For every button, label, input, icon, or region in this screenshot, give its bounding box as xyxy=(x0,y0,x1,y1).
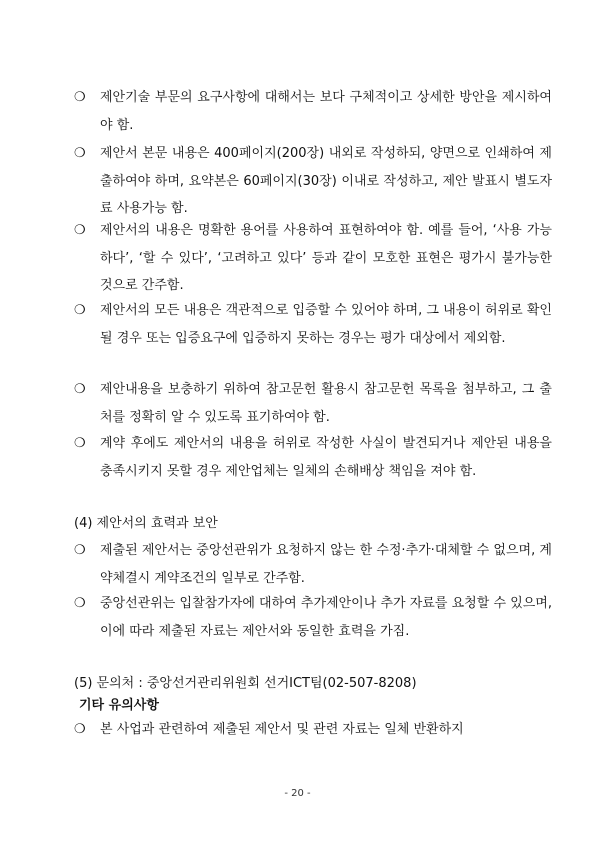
circle-bullet-icon: ❍ xyxy=(74,722,86,737)
circle-bullet-icon: ❍ xyxy=(74,543,86,558)
list-item xyxy=(74,84,552,139)
list-item-text: 제안서의 내용은 명확한 용어를 사용하여 표현하여야 함. 예를 들어, ‘사용 가능하다’, ‘할 수 있다’, ‘고려하고 있다’ 등과 같이 모호한 표현은 평가시 불가능한 것으로 간주함. xyxy=(100,223,552,294)
section-heading-other: 기타 유의사항 xyxy=(79,698,159,713)
circle-bullet-icon: ❍ xyxy=(74,90,86,105)
list-item-text: 제출된 제안서는 중앙선관위가 요청하지 않는 한 수정·추가·대체할 수 없으며, 계약체결시 계약조건의 일부로 간주함. xyxy=(100,543,552,586)
circle-bullet-icon: ❍ xyxy=(74,436,86,451)
list-item xyxy=(74,376,552,431)
list-item-text: 제안서 본문 내용은 400페이지(200장) 내외로 작성하되, 양면으로 인쇄하여 제출하여야 하며, 요약본은 60페이지(30장) 이내로 작성하고, 제안 발표시 별도자료 사용가능 함. xyxy=(100,146,552,217)
list-item-text: 제안기술 부문의 요구사항에 대해서는 보다 구체적이고 상세한 방안을 제시하여야 함. xyxy=(100,90,552,133)
section-heading: (4) 제안서의 효력과 보안 xyxy=(74,516,218,531)
list-item xyxy=(74,590,552,645)
list-item xyxy=(74,716,552,744)
section-heading: (5) 문의처 : 중앙선거관리위원회 선거ICT팀(02-507-8208) xyxy=(74,676,417,691)
list-item xyxy=(74,140,552,223)
list-item-text: 계약 후에도 제안서의 내용을 허위로 작성한 사실이 발견되거나 제안된 내용을 충족시키지 못할 경우 제안업체는 일체의 손해배상 책임을 져야 함. xyxy=(100,436,552,479)
circle-bullet-icon: ❍ xyxy=(74,223,86,238)
list-item-text: 제안서의 모든 내용은 객관적으로 입증할 수 있어야 하며, 그 내용이 허위로 확인될 경우 또는 입증요구에 입증하지 못하는 경우는 평가 대상에서 제외함. xyxy=(100,303,552,346)
circle-bullet-icon: ❍ xyxy=(74,382,86,397)
list-item xyxy=(74,217,552,300)
list-item xyxy=(74,297,552,352)
page-number: - 20 - xyxy=(284,788,311,799)
circle-bullet-icon: ❍ xyxy=(74,303,86,318)
circle-bullet-icon: ❍ xyxy=(74,146,86,161)
list-item xyxy=(74,537,552,592)
circle-bullet-icon: ❍ xyxy=(74,596,86,611)
list-item-text: 중앙선관위는 입찰참가자에 대하여 추가제안이나 추가 자료를 요청할 수 있으며, 이에 따라 제출된 자료는 제안서와 동일한 효력을 가짐. xyxy=(100,596,552,639)
list-item-text: 본 사업과 관련하여 제출된 제안서 및 관련 자료는 일체 반환하지 xyxy=(100,722,464,737)
list-item xyxy=(74,430,552,485)
list-item-text: 제안내용을 보충하기 위하여 참고문헌 활용시 참고문헌 목록을 첨부하고, 그 출처를 정확히 알 수 있도록 표기하여야 함. xyxy=(100,382,552,425)
